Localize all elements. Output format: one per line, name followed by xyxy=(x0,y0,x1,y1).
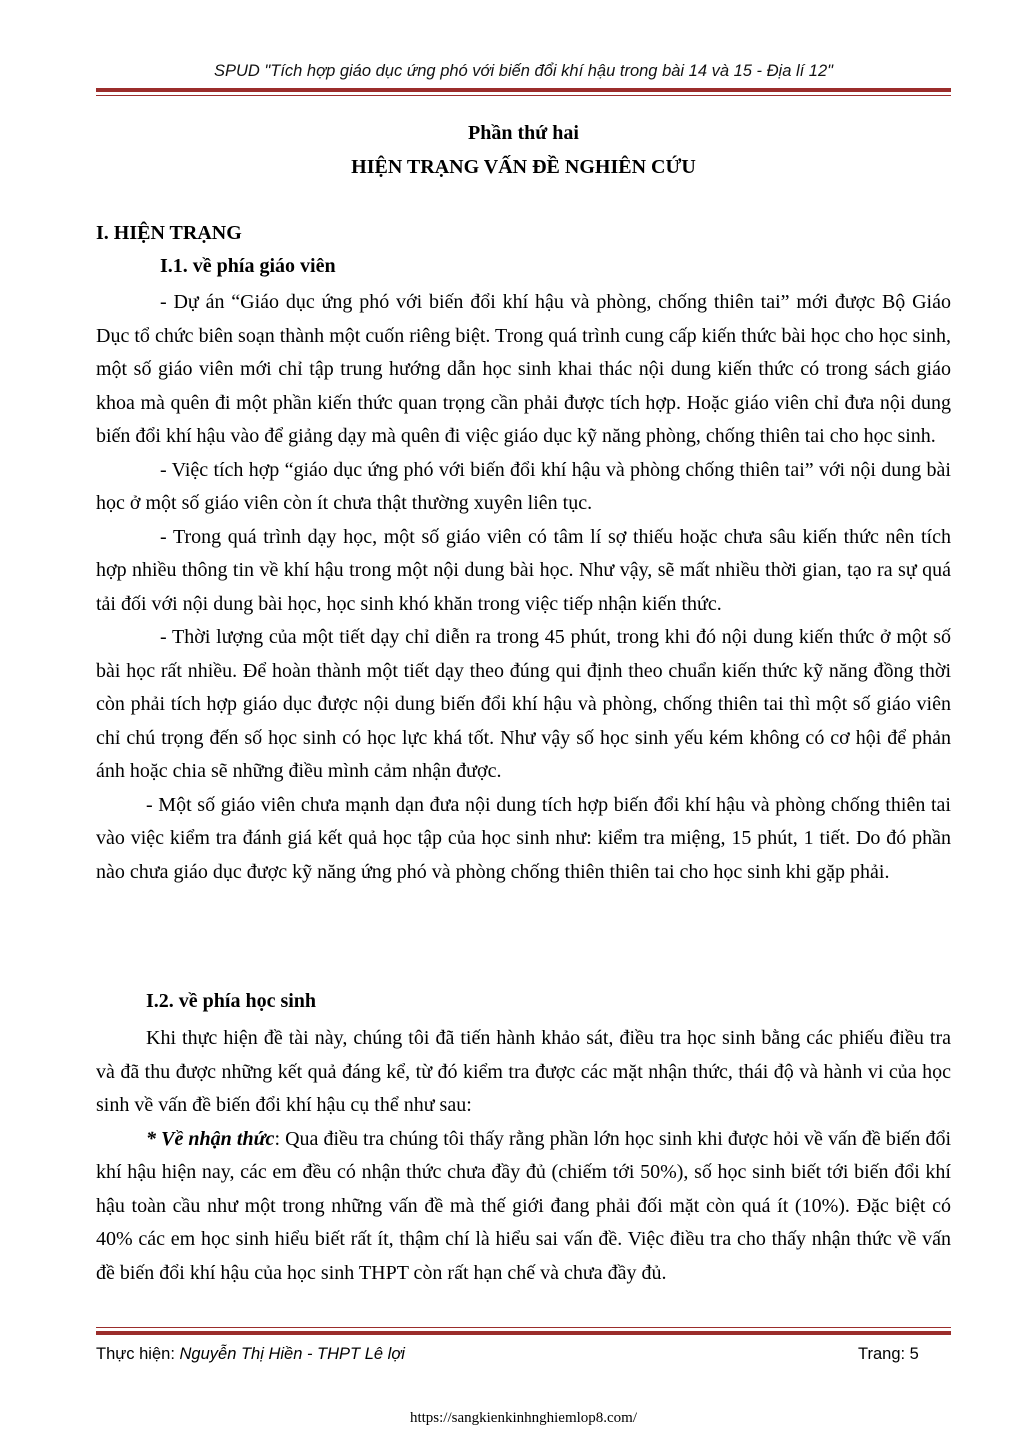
paragraph: - Dự án “Giáo dục ứng phó với biến đổi khí hậu và phòng, chống thiên tai” mới được Bộ Giáo Dục tổ chức biên soạn thành một cuốn riêng biệt. Trong quá trình cung cấp kiến thức bài học cho học sinh, một số giáo viên mới chỉ tập trung hướng dẫn học sinh khai thác nội dung kiến thức có trong sách giáo khoa mà quên đi một phần kiến thức quan trọng cần phải được tích hợp. Hoặc giáo viên chỉ đưa nội dung biến đổi khí hậu vào để giảng dạy mà quên đi việc giáo dục kỹ năng phòng, chống thiên tai cho học sinh. xyxy=(96,291,951,447)
paragraph-awareness xyxy=(96,1123,951,1291)
part-title xyxy=(96,116,951,184)
subsection-heading-students: I.2. về phía học sinh xyxy=(146,990,317,1012)
source-url: https://sangkienkinhnghiemlop8.com/ xyxy=(409,1410,638,1426)
running-header xyxy=(96,62,951,81)
footer-author-name: Nguyễn Thị Hiền - THPT Lê lợi xyxy=(179,1345,405,1363)
header-prefix: SPUD xyxy=(213,62,265,80)
footer-rule-thin xyxy=(96,1327,951,1328)
part-title-line1: Phần thứ hai xyxy=(468,122,579,144)
footer-rule-thick xyxy=(96,1331,951,1335)
teachers-body xyxy=(96,286,951,889)
students-body xyxy=(96,1022,951,1290)
footer-label: Thực hiện: xyxy=(96,1345,180,1363)
paragraph: - Thời lượng của một tiết dạy chỉ diễn ra trong 45 phút, trong khi đó nội dung kiến thức ở một số bài học rất nhiều. Để hoàn thành một tiết dạy theo đúng qui định theo chuẩn kiến thức kỹ năng đồng thời còn phải tích hợp giáo dục được nội dung biến đổi khí hậu và phòng, chống thiên tai thì một số giáo viên chỉ chú trọng đến số học sinh có học lực khá tốt. Như vậy số học sinh yếu kém không có cơ hội để phản ánh hoặc chia sẽ những điều mình cảm nhận được. xyxy=(96,626,951,782)
awareness-label: * Về nhận thức xyxy=(146,1127,275,1150)
paragraph: - Trong quá trình dạy học, một số giáo viên có tâm lí sợ thiếu hoặc chưa sâu kiến thức nên tích hợp nhiều thông tin về khí hậu trong một nội dung bài học. Như vậy, sẽ mất nhiều thời gian, tạo ra sự quá tải đối với nội dung bài học, học sinh khó khăn trong việc tiếp nhận kiến thức. xyxy=(96,525,951,615)
awareness-text: : Qua điều tra chúng tôi thấy rằng phần lớn học sinh khi được hỏi về vấn đề biến đổi khí hậu hiện nay, các em đều có nhận thức chưa đầy đủ (chiếm tới 50%), số học sinh biết tới biến đổi khí hậu toàn cầu như một trong những vấn đề mà thế giới đang phải đối mặt còn quá ít (10%). Đặc biệt có 40% các em học sinh hiểu biết rất ít, thậm chí là hiểu sai vấn đề. Việc điều tra cho thấy nhận thức về vấn đề biến đổi khí hậu của học sinh THPT còn rất hạn chế và chưa đầy đủ. xyxy=(96,1127,951,1284)
header-title: "Tích hợp giáo dục ứng phó với biến đổi khí hậu trong bài 14 và 15 - Địa lí 12" xyxy=(264,62,834,80)
paragraph: - Một số giáo viên chưa mạnh dạn đưa nội dung tích hợp biến đổi khí hậu và phòng chống thiên tai vào việc kiểm tra đánh giá kết quả học tập của học sinh như: kiểm tra miệng, 15 phút, 1 tiết. Do đó phần nào chưa giáo dục được kỹ năng ứng phó và phòng chống thiên thiên tai cho học sinh khi gặp phải. xyxy=(96,793,951,883)
part-title-line2: HIỆN TRẠNG VẤN ĐỀ NGHIÊN CỨU xyxy=(351,156,696,178)
header-rule-thick xyxy=(96,88,951,92)
footer-author xyxy=(96,1345,405,1364)
paragraph: Khi thực hiện đề tài này, chúng tôi đã tiến hành khảo sát, điều tra học sinh bằng các phiếu điều tra và đã thu được những kết quả đáng kể, từ đó kiểm tra được các mặt nhận thức, thái độ và hành vi của học sinh về vấn đề biến đổi khí hậu cụ thể như sau: xyxy=(96,1027,951,1116)
header-rule-thin xyxy=(96,95,951,96)
subsection-heading-teachers: I.1. về phía giáo viên xyxy=(160,255,336,277)
paragraph: - Việc tích hợp “giáo dục ứng phó với biến đổi khí hậu và phòng chống thiên tai” với nội dung bài học ở một số giáo viên còn ít chưa thật thường xuyên liên tục. xyxy=(96,458,951,514)
page-number: Trang: 5 xyxy=(858,1345,919,1363)
section-heading: I. HIỆN TRẠNG xyxy=(96,222,242,244)
